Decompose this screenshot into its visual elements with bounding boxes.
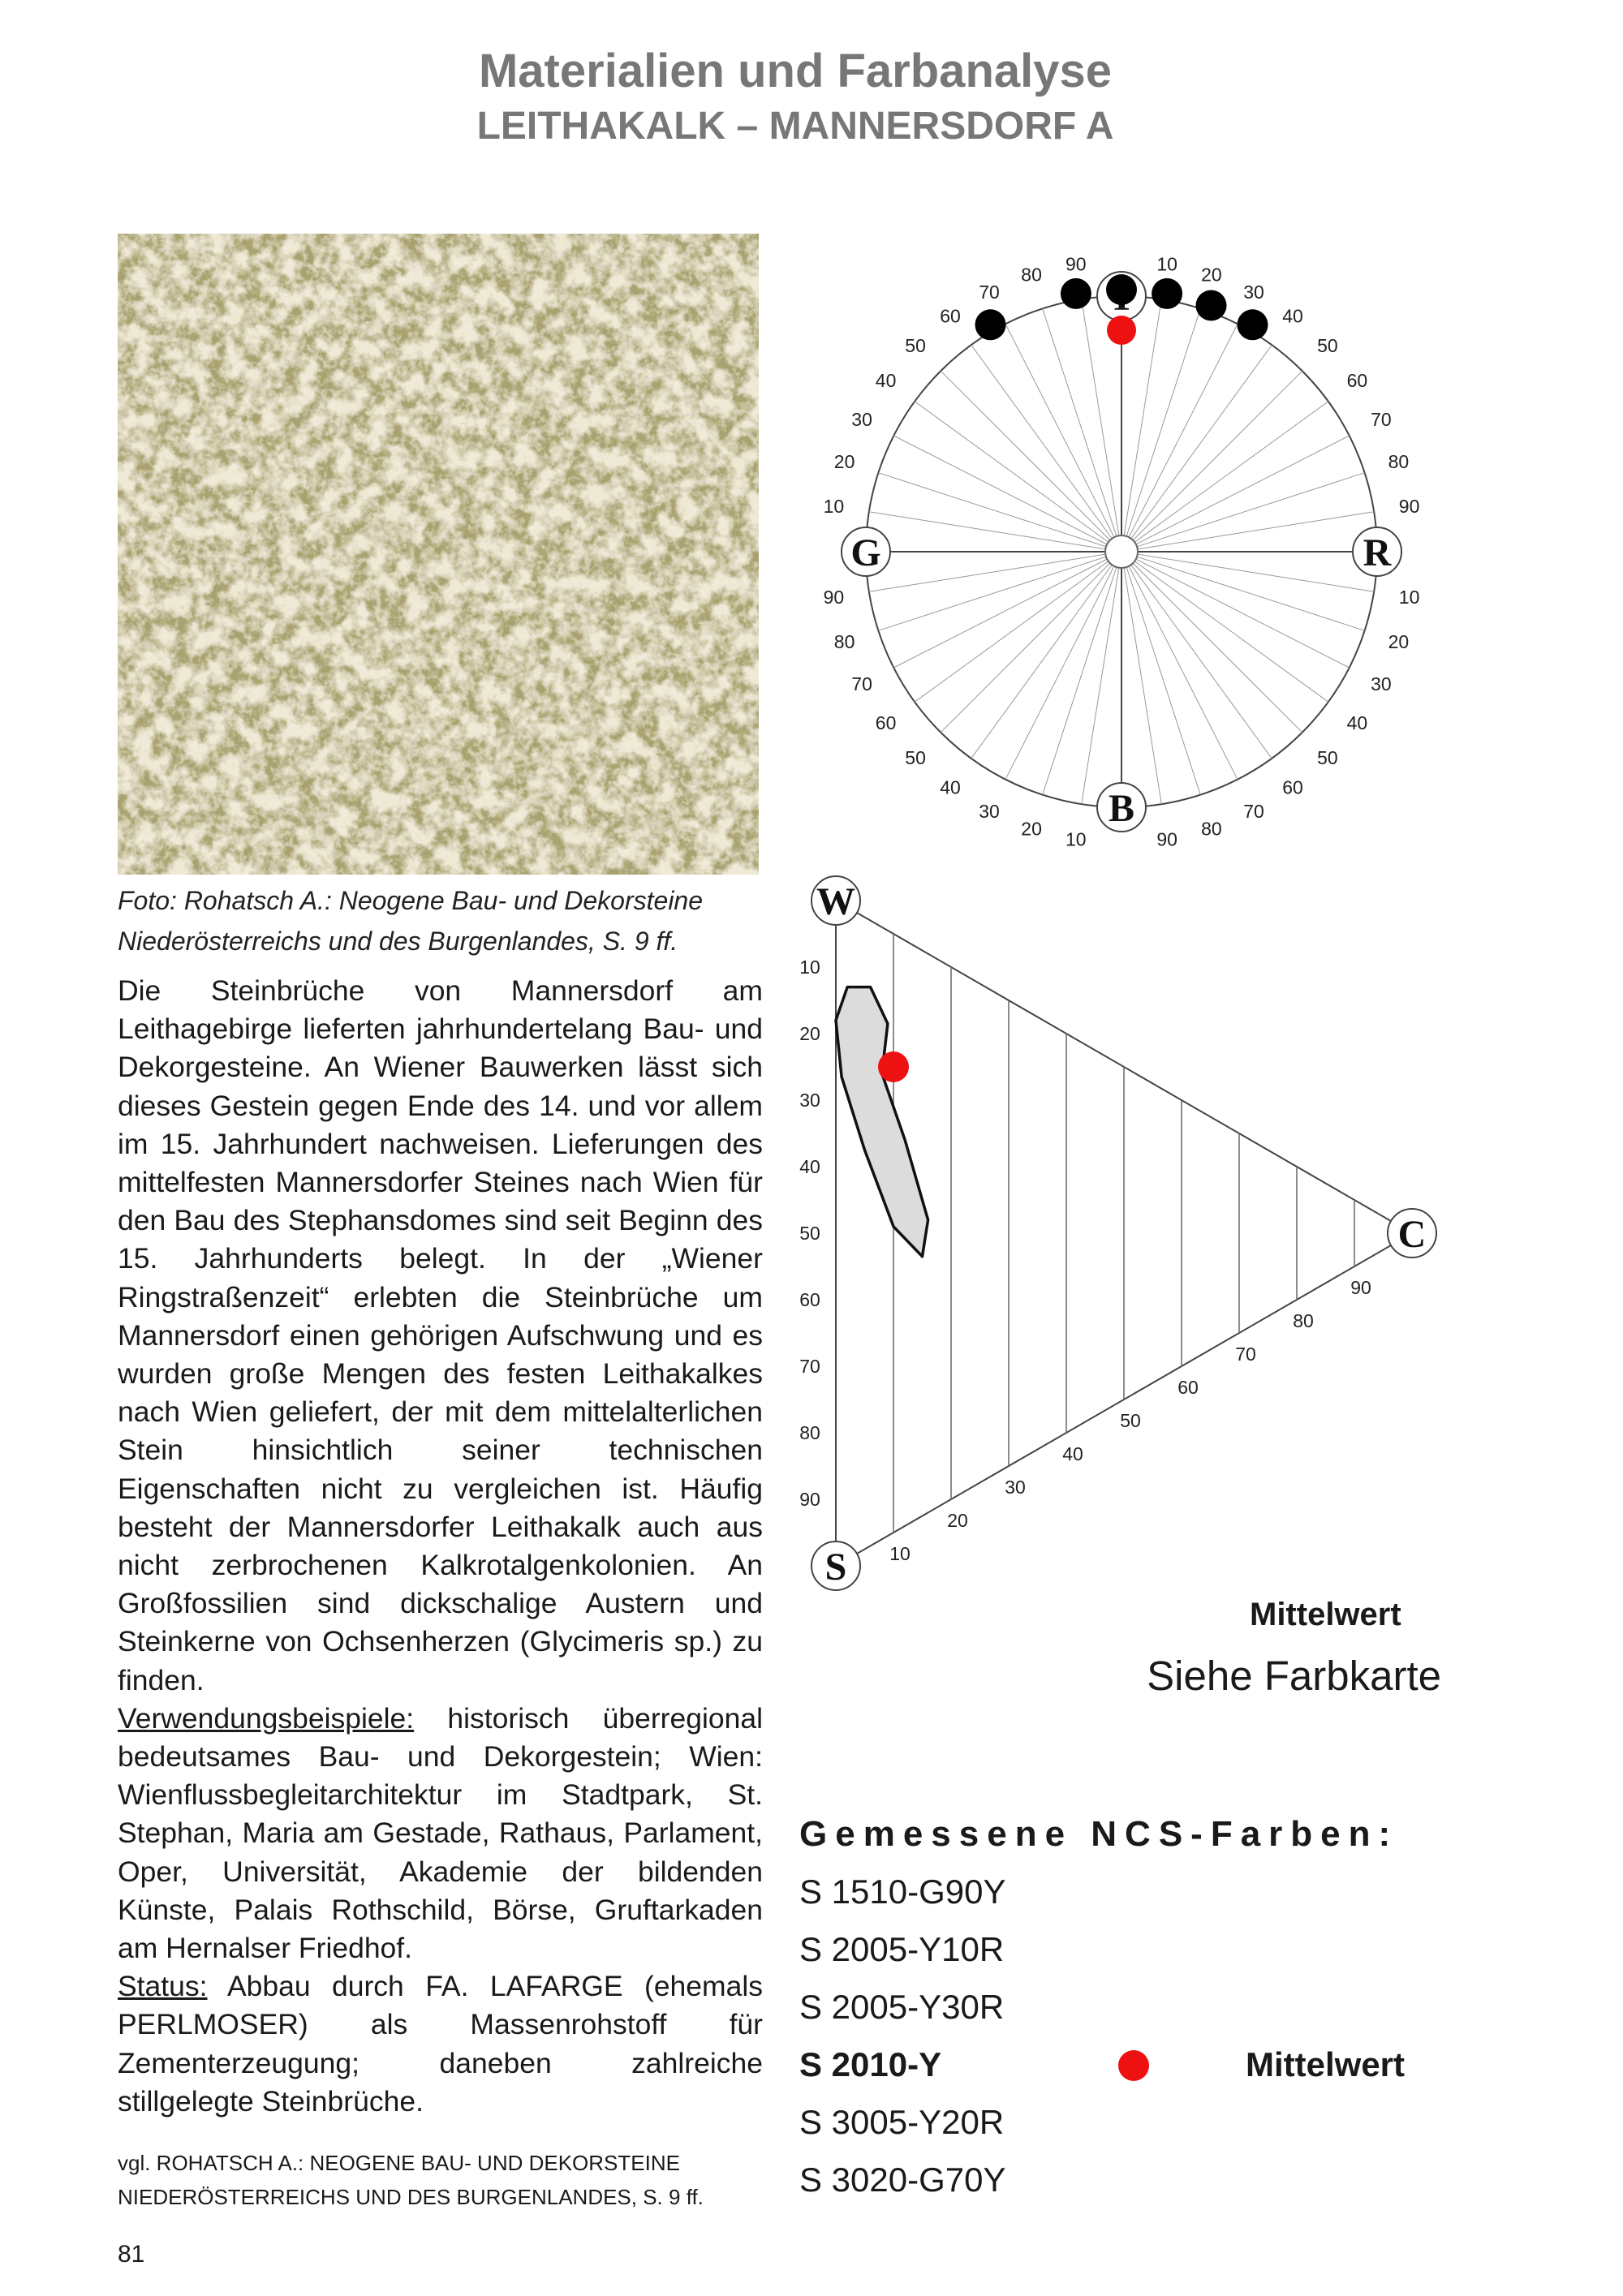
hue-division-line — [1121, 552, 1238, 780]
hue-tick-label: 10 — [1156, 253, 1177, 275]
measured-hue-dot — [975, 309, 1006, 340]
hue-tick-label: 10 — [823, 495, 845, 517]
hue-division-line — [1005, 324, 1121, 552]
hue-tick-label: 80 — [1021, 264, 1042, 286]
hue-center-circle — [1105, 535, 1138, 568]
hue-division-line — [941, 371, 1121, 552]
hue-division-line — [1121, 552, 1350, 668]
ncs-code: S 2005-Y30R — [799, 1988, 1005, 2026]
triangle-corner-label: W — [816, 880, 855, 923]
page-title: Materialien und Farbanalyse — [478, 45, 1113, 97]
hue-division-line — [869, 512, 1121, 552]
hue-tick-label: 40 — [1282, 305, 1303, 327]
hue-division-line — [1121, 552, 1161, 804]
hue-tick-label: 70 — [979, 282, 1000, 303]
hue-division-line — [893, 552, 1121, 668]
hue-tick-label: 20 — [1021, 818, 1042, 840]
hue-tick-label: 20 — [833, 451, 855, 473]
hue-pole-label: G — [850, 531, 881, 574]
reference-line-1: vgl. ROHATSCH A.: NEOGENE BAU- UND DEKORSTEINE — [118, 2151, 680, 2175]
hue-division-line — [1121, 552, 1374, 591]
chromaticness-tick-label: 50 — [1120, 1410, 1141, 1431]
ncs-item — [799, 2151, 1449, 2208]
ncs-code: S 3020-G70Y — [799, 2161, 1006, 2199]
hue-tick-label: 60 — [1282, 776, 1303, 798]
blackness-tick-label: 90 — [799, 1489, 820, 1510]
measured-hue-dot — [1238, 309, 1268, 340]
hue-division-line — [1121, 345, 1272, 552]
description-paragraph: Die Steinbrüche von Mannersdorf am Leithagebirge lieferten jahrhundertelang Bau- und Dekorgesteine. An Wiener Bauwerken lässt sich dieses Gestein gegen Ende des 14. und vor allem im 15. Jahrhundert nachweisen. Lieferungen des mittelfesten Mannersdorfer Steines nach Wien für den Bau des Stephansdomes sind seit Beginn des 15. Jahrhunderts belegt. In der „Wiener Ringstraßenzeit“ erlebten die Steinbrüche um Mannersdorf einen gehörigen Aufschwung und es wurden große Mengen des festen Leithakalkes nach Wien geliefert, der mit dem mittelalterlichen Stein hinsichtlich seiner technischen Eigenschaften nicht zu vergleichen ist. Häufig besteht der Mannersdorfer Leithakalk auch aus nicht zerbrochenen Kalkrotalgenkolonien. An Großfossilien sind dickschalige Austern und Steinkerne von Ochsenherzen (Glycimeris sp.) zu finden. — [118, 974, 763, 1696]
hue-division-line — [869, 552, 1121, 591]
measured-hue-dot — [1152, 278, 1182, 309]
hue-tick-label: 90 — [1065, 253, 1087, 275]
measured-hue-dot — [1061, 278, 1091, 309]
chromaticness-tick-label: 10 — [889, 1543, 911, 1564]
ncs-item-mean — [799, 2036, 1449, 2093]
hue-division-line — [1121, 552, 1272, 759]
hue-tick-label: 80 — [1388, 451, 1410, 473]
ncs-code: S 2005-Y10R — [799, 1930, 1005, 1968]
hue-tick-label: 90 — [823, 587, 845, 608]
page-number: 81 — [118, 2241, 145, 2268]
ncs-item — [799, 1978, 1449, 2036]
color-triangle — [799, 876, 1436, 1590]
ncs-item — [799, 1920, 1449, 1978]
chromaticness-tick-label: 80 — [1293, 1310, 1314, 1331]
reference-line-2: NIEDERÖSTERREICHS UND DES BURGENLANDES, S. 9 ff. — [118, 2185, 704, 2209]
hue-tick-label: 60 — [940, 305, 961, 327]
blackness-tick-label: 60 — [799, 1289, 820, 1310]
hue-tick-label: 40 — [940, 776, 961, 798]
hue-division-line — [971, 552, 1121, 759]
hue-tick-label: 20 — [1201, 264, 1222, 286]
caption-line-1: Foto: Rohatsch A.: Neogene Bau- und Dekorsteine — [118, 886, 704, 915]
chromaticness-tick-label: 30 — [1005, 1477, 1026, 1498]
hue-tick-label: 30 — [851, 409, 872, 430]
hue-pole-label: R — [1363, 531, 1392, 574]
triangle-corner-label: S — [824, 1546, 847, 1589]
blackness-tick-label: 20 — [799, 1023, 820, 1044]
hue-tick-label: 30 — [1371, 673, 1392, 694]
ncs-code: S 2010-Y — [799, 2045, 942, 2083]
hue-tick-label: 70 — [851, 673, 872, 694]
hue-division-line — [1121, 436, 1350, 552]
hue-division-line — [1121, 324, 1238, 552]
hue-division-line — [1121, 402, 1328, 552]
blackness-tick-label: 70 — [799, 1356, 820, 1377]
blackness-tick-label: 30 — [799, 1090, 820, 1111]
hue-division-line — [1043, 552, 1121, 795]
status-text: Abbau durch FA. LAFARGE (ehemals PERLMOSER) als Massenrohstoff für Zementerzeugung; daneben zahlreiche stillgelegte Steinbrüche. — [118, 1970, 763, 2118]
hue-division-line — [915, 552, 1121, 702]
hue-tick-label: 80 — [833, 630, 855, 652]
hue-tick-label: 60 — [1346, 370, 1368, 391]
ncs-code: S 1510-G90Y — [799, 1872, 1006, 1911]
hue-division-line — [941, 552, 1121, 733]
hue-pole-label: B — [1108, 787, 1135, 830]
hue-division-line — [1121, 552, 1365, 630]
ncs-title: Gemessene NCS-Farben: — [799, 1814, 1399, 1854]
hue-tick-label: 60 — [875, 712, 897, 733]
hue-circle — [824, 253, 1420, 849]
hue-division-line — [1121, 308, 1200, 552]
ncs-mean-label: Mittelwert — [1246, 2045, 1406, 2083]
blackness-tick-label: 50 — [799, 1223, 820, 1244]
chromaticness-tick-label: 20 — [947, 1510, 968, 1531]
hue-tick-label: 90 — [1398, 495, 1420, 517]
hue-tick-label: 90 — [1156, 828, 1177, 850]
status-label: Status: — [118, 1970, 208, 2003]
usage-text: historisch überregional bedeutsames Bau- und Dekorgestein; Wien: Wienflussbegleitarchitektur im Stadtpark, St. Stephan, Maria am Gestade, Rathaus, Parlament, Oper, Universität, Akademie der bildenden Künste, Palais Rothschild, Börse, Gruftarkaden am Hernalser Friedhof. — [118, 1701, 763, 1965]
hue-tick-label: 50 — [1317, 335, 1338, 357]
page-subtitle: LEITHAKALK – MANNERSDORF A — [476, 105, 1114, 148]
hue-division-line — [1121, 371, 1302, 552]
measured-hue-dot — [1196, 290, 1227, 321]
hue-tick-label: 40 — [875, 370, 897, 391]
chromaticness-tick-label: 90 — [1350, 1277, 1371, 1298]
hue-division-line — [1121, 552, 1302, 733]
hue-division-line — [878, 552, 1121, 630]
hue-division-line — [1121, 552, 1328, 702]
hue-tick-label: 50 — [1317, 746, 1338, 768]
blackness-tick-label: 10 — [799, 957, 820, 978]
chromaticness-tick-label: 60 — [1177, 1377, 1199, 1398]
hue-tick-label: 80 — [1201, 818, 1222, 840]
hue-division-line — [971, 345, 1121, 552]
hue-tick-label: 40 — [1346, 712, 1368, 733]
mean-marker-dot — [1118, 2050, 1149, 2081]
chromaticness-tick-label: 40 — [1062, 1443, 1083, 1464]
ncs-list — [799, 1863, 1449, 2208]
hue-tick-label: 10 — [1398, 587, 1420, 608]
hue-division-line — [1005, 552, 1121, 780]
hue-division-line — [1121, 512, 1374, 552]
ncs-code: S 3005-Y20R — [799, 2103, 1005, 2141]
ncs-item — [799, 1863, 1449, 1920]
hue-tick-label: 30 — [979, 800, 1000, 822]
blackness-tick-label: 80 — [799, 1422, 820, 1443]
hue-division-line — [878, 473, 1121, 552]
hue-division-line — [893, 436, 1121, 552]
hue-division-line — [1121, 473, 1365, 552]
caption-line-2: Niederösterreichs und des Burgenlandes, S. 9 ff. — [118, 927, 678, 956]
usage-label: Verwendungsbeispiele: — [118, 1701, 415, 1735]
hue-tick-label: 30 — [1243, 282, 1264, 303]
mean-note: Siehe Farbkarte — [1147, 1653, 1441, 1699]
mean-hue-dot — [1107, 316, 1136, 345]
hue-division-line — [1121, 552, 1200, 795]
hue-tick-label: 50 — [905, 746, 926, 768]
triangle-corner-label: C — [1397, 1213, 1427, 1256]
chromaticness-tick-label: 70 — [1235, 1344, 1256, 1365]
hue-tick-label: 70 — [1243, 800, 1264, 822]
hue-division-line — [1082, 552, 1121, 804]
hue-division-line — [1043, 308, 1121, 552]
mean-point-dot — [878, 1051, 909, 1082]
hue-division-line — [915, 402, 1121, 552]
hue-tick-label: 20 — [1388, 630, 1410, 652]
measured-region — [836, 987, 928, 1257]
blackness-tick-label: 40 — [799, 1156, 820, 1177]
hue-tick-label: 10 — [1065, 828, 1087, 850]
mean-label: Mittelwert — [1250, 1597, 1401, 1632]
measured-hue-dot — [1106, 274, 1137, 305]
hue-tick-label: 50 — [905, 335, 926, 357]
hue-tick-label: 70 — [1371, 409, 1392, 430]
ncs-item — [799, 2093, 1449, 2151]
